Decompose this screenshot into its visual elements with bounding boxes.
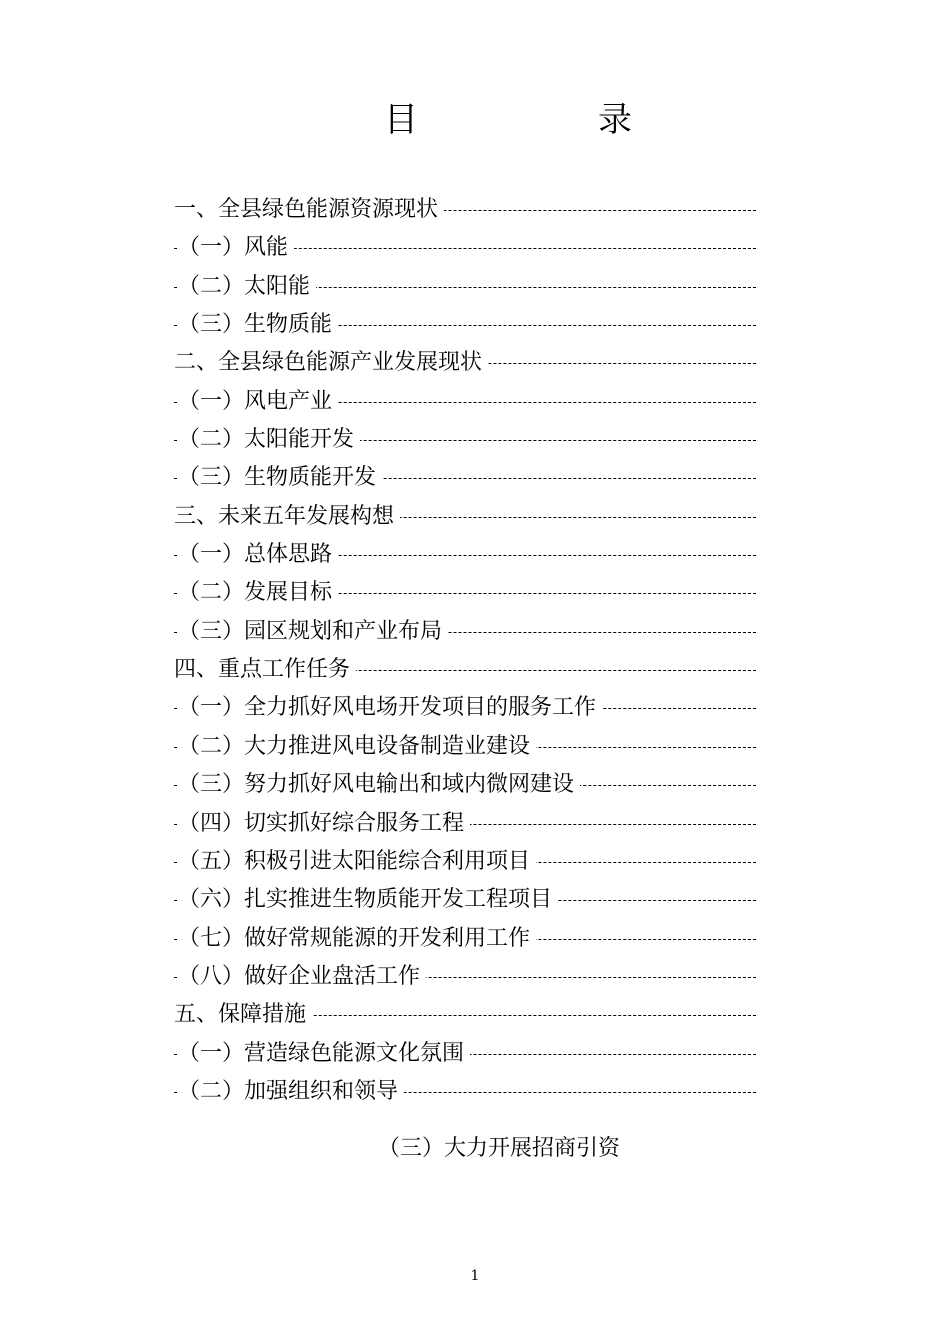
toc-entry-label: （三）生物质能 <box>178 306 338 344</box>
toc-entry[interactable] <box>0 191 950 229</box>
toc-entry[interactable] <box>0 1035 950 1073</box>
toc-entry[interactable] <box>0 613 950 651</box>
toc-entry[interactable] <box>0 958 950 996</box>
toc-entry[interactable] <box>0 306 950 344</box>
toc-entry[interactable] <box>0 1073 950 1111</box>
toc-entry-label: （一）风能 <box>178 229 294 267</box>
toc-entry-label: （二）大力推进风电设备制造业建设 <box>178 728 536 766</box>
table-of-contents <box>0 191 950 1111</box>
toc-entry-label: （五）积极引进太阳能综合利用项目 <box>178 843 536 881</box>
toc-entry[interactable] <box>0 574 950 612</box>
toc-entry[interactable] <box>0 805 950 843</box>
toc-entry[interactable] <box>0 498 950 536</box>
toc-entry[interactable] <box>0 689 950 727</box>
toc-entry[interactable] <box>0 920 950 958</box>
toc-entry-label: 五、保障措施 <box>174 996 312 1034</box>
toc-entry[interactable] <box>0 843 950 881</box>
toc-entry-label: （六）扎实推进生物质能开发工程项目 <box>178 881 558 919</box>
toc-entry-label: （二）发展目标 <box>178 574 338 612</box>
toc-entry[interactable] <box>0 996 950 1034</box>
page-title <box>0 95 950 145</box>
toc-entry[interactable] <box>0 268 950 306</box>
toc-entry[interactable] <box>0 536 950 574</box>
toc-entry-label: 二、全县绿色能源产业发展现状 <box>174 344 488 382</box>
toc-entry-label: 四、重点工作任务 <box>174 651 356 689</box>
toc-entry-label: 一、全县绿色能源资源现状 <box>174 191 444 229</box>
toc-entry[interactable] <box>0 229 950 267</box>
toc-entry[interactable] <box>0 766 950 804</box>
toc-entry[interactable] <box>0 459 950 497</box>
toc-entry-label: （七）做好常规能源的开发利用工作 <box>178 920 536 958</box>
toc-entry-label: （二）太阳能开发 <box>178 421 360 459</box>
toc-entry-label: （一）全力抓好风电场开发项目的服务工作 <box>178 689 602 727</box>
toc-entry-label: （二）太阳能 <box>178 268 316 306</box>
toc-entry-label: （二）加强组织和领导 <box>178 1073 404 1111</box>
toc-entry-label: （一）营造绿色能源文化氛围 <box>178 1035 470 1073</box>
toc-entry[interactable] <box>0 881 950 919</box>
page-number: 1 <box>470 1268 480 1284</box>
toc-entry-label: （三）园区规划和产业布局 <box>178 613 448 651</box>
toc-entry-label: （八）做好企业盘活工作 <box>178 958 426 996</box>
toc-entry[interactable] <box>0 344 950 382</box>
page-title-part2: 录 <box>598 100 632 140</box>
section-heading: （三）大力开展招商引资 <box>377 1136 620 1161</box>
toc-entry[interactable] <box>0 383 950 421</box>
toc-entry[interactable] <box>0 421 950 459</box>
toc-entry-label: 三、未来五年发展构想 <box>174 498 400 536</box>
toc-entry-label: （一）总体思路 <box>178 536 338 574</box>
toc-entry-label: （一）风电产业 <box>178 383 338 421</box>
toc-entry[interactable] <box>0 651 950 689</box>
toc-entry[interactable] <box>0 728 950 766</box>
toc-entry-label: （四）切实抓好综合服务工程 <box>178 805 470 843</box>
toc-entry-label: （三）努力抓好风电输出和域内微网建设 <box>178 766 580 804</box>
toc-entry-label: （三）生物质能开发 <box>178 459 382 497</box>
page-title-part1: 目 <box>384 100 418 140</box>
